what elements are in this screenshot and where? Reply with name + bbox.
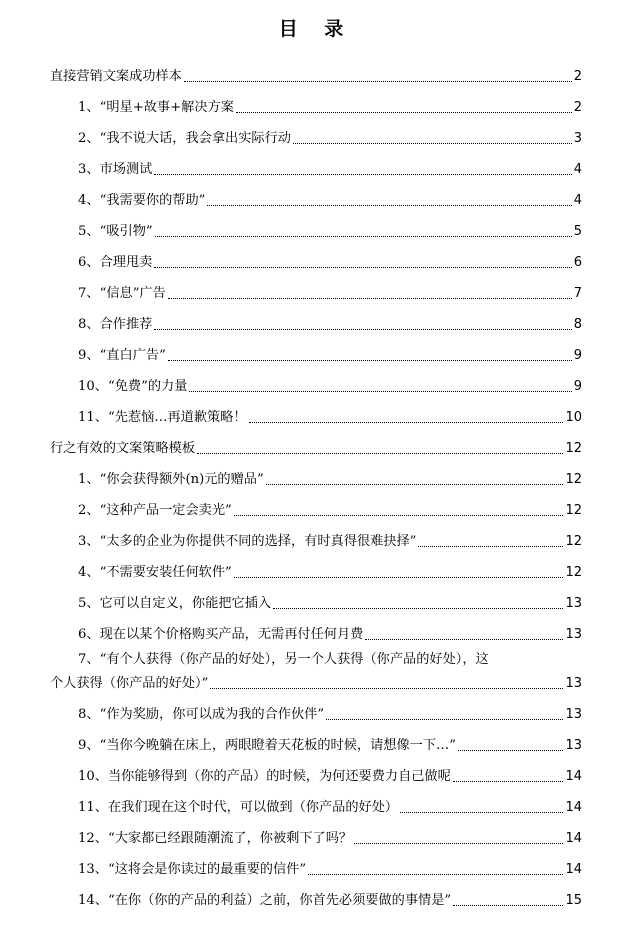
- toc-entry-title: 5、“吸引物”: [78, 224, 153, 239]
- toc-entry-title: 8、合作推荐: [78, 317, 153, 332]
- toc-entry[interactable]: [50, 521, 582, 552]
- toc-entry[interactable]: [50, 725, 582, 756]
- toc-section-heading[interactable]: [50, 56, 582, 87]
- dot-leader: [273, 608, 563, 609]
- toc-entry-title: 12、“大家都已经跟随潮流了，你被剩下了吗？: [78, 831, 353, 846]
- toc-page-number: 5: [573, 224, 582, 239]
- toc-entry-title: 14、“在你（你的产品的利益）之前，你首先必须要做的事情是”: [78, 893, 452, 908]
- toc-entry-title: 5、它可以自定义，你能把它插入: [78, 596, 272, 611]
- toc-page-number: 14: [565, 769, 582, 784]
- dot-leader: [236, 112, 572, 113]
- dot-leader: [266, 484, 564, 485]
- toc-entry-title: 直接营销文案成功样本: [50, 69, 182, 84]
- toc-entry-title: 9、“直白广告”: [78, 348, 166, 363]
- toc-page-number: 2: [573, 69, 582, 84]
- toc-page-number: 3: [573, 131, 582, 146]
- toc-page-number: 8: [573, 317, 582, 332]
- toc-entry-title: 10、“免费”的力量: [78, 379, 188, 394]
- toc-entry-title: 11、在我们现在这个时代，可以做到（你产品的好处）: [78, 800, 399, 815]
- toc-page-number: 15: [565, 893, 582, 908]
- toc-entry-title: 8、“作为奖励，你可以成为我的合作伙伴”: [78, 707, 325, 722]
- dot-leader: [365, 639, 563, 640]
- toc-entry[interactable]: [50, 304, 582, 335]
- toc-entry[interactable]: [50, 818, 582, 849]
- toc-entry-title: 11、“先惹恼…再道歉策略！: [78, 410, 247, 425]
- toc-page-number: 12: [565, 472, 582, 487]
- toc-page-number: 4: [573, 193, 582, 208]
- toc-entry[interactable]: [50, 335, 582, 366]
- dot-leader: [400, 812, 563, 813]
- dot-leader: [207, 205, 571, 206]
- toc-page-number: 13: [565, 738, 582, 753]
- toc-entry[interactable]: [50, 490, 582, 521]
- toc-entry-title: 个人获得（你产品的好处）”: [50, 676, 209, 691]
- toc-entry-title: 4、“我需要你的帮助”: [78, 193, 206, 208]
- toc-page-number: 9: [573, 379, 582, 394]
- toc-page-number: 9: [573, 348, 582, 363]
- toc-page-number: 13: [565, 707, 582, 722]
- toc-entry-title: 7、“信息”广告: [78, 286, 166, 301]
- toc-page-number: 13: [565, 676, 582, 691]
- toc-entry[interactable]: [50, 459, 582, 490]
- dot-leader: [189, 391, 571, 392]
- page-title: 目 录: [278, 18, 354, 40]
- dot-leader: [458, 750, 564, 751]
- toc-entry[interactable]: [50, 87, 582, 118]
- toc-page-number: 14: [565, 831, 582, 846]
- dot-leader: [308, 874, 563, 875]
- dot-leader: [184, 81, 572, 82]
- dot-leader: [354, 843, 563, 844]
- toc-entry[interactable]: [50, 787, 582, 818]
- toc-entry[interactable]: [50, 366, 582, 397]
- toc-page-number: 13: [565, 627, 582, 642]
- dot-leader: [453, 781, 564, 782]
- table-of-contents: [50, 56, 582, 911]
- dot-leader: [293, 143, 572, 144]
- toc-page-number: 6: [573, 255, 582, 270]
- toc-entry[interactable]: [50, 694, 582, 725]
- toc-entry-title: 2、“这种产品一定会卖光”: [78, 503, 232, 518]
- toc-entry[interactable]: [50, 180, 582, 211]
- toc-entry-title: 4、“不需要安装任何软件”: [78, 565, 232, 580]
- dot-leader: [210, 688, 563, 689]
- toc-page-number: 2: [573, 100, 582, 115]
- toc-entry-title: 3、“太多的企业为你提供不同的选择，有时真得很难抉择”: [78, 534, 417, 549]
- dot-leader: [234, 577, 564, 578]
- toc-page-number: 12: [565, 534, 582, 549]
- dot-leader: [154, 329, 571, 330]
- toc-page-number: 14: [565, 800, 582, 815]
- toc-entry-title: 6、现在以某个价格购买产品，无需再付任何月费: [78, 627, 364, 642]
- dot-leader: [418, 546, 563, 547]
- dot-leader: [249, 422, 564, 423]
- toc-page-number: 12: [565, 503, 582, 518]
- toc-entry[interactable]: [50, 552, 582, 583]
- toc-entry[interactable]: [50, 118, 582, 149]
- toc-entry[interactable]: [50, 849, 582, 880]
- toc-section-heading[interactable]: [50, 428, 582, 459]
- dot-leader: [168, 360, 572, 361]
- dot-leader: [154, 267, 571, 268]
- dot-leader: [155, 236, 572, 237]
- toc-entry-title: 1、“明星+故事+解决方案: [78, 100, 234, 115]
- dot-leader: [168, 298, 572, 299]
- toc-entry[interactable]: [50, 242, 582, 273]
- toc-entry[interactable]: [50, 614, 582, 645]
- toc-entry-continuation[interactable]: [50, 670, 582, 694]
- toc-entry-title: 2、“我不说大话，我会拿出实际行动: [78, 131, 291, 146]
- toc-entry-title: 10、当你能够得到（你的产品）的时候，为何还要费力自己做呢: [78, 769, 451, 784]
- toc-entry[interactable]: [50, 756, 582, 787]
- toc-entry[interactable]: [50, 273, 582, 304]
- dot-leader: [197, 453, 563, 454]
- toc-entry-title: 1、“你会获得额外(n)元的赠品”: [78, 472, 264, 487]
- toc-entry[interactable]: [50, 880, 582, 911]
- toc-page-number: 10: [565, 410, 582, 425]
- toc-page-number: 12: [565, 565, 582, 580]
- toc-page-number: 14: [565, 862, 582, 877]
- toc-entry-title: 行之有效的文案策略模板: [50, 441, 196, 456]
- toc-entry-title: 6、合理甩卖: [78, 255, 153, 270]
- toc-entry-title: 9、“当你今晚躺在床上，两眼瞪着天花板的时候，请想像一下…”: [78, 738, 456, 753]
- toc-page-number: 12: [565, 441, 582, 456]
- toc-page-number: 4: [573, 162, 582, 177]
- toc-entry[interactable]: [50, 211, 582, 242]
- toc-entry[interactable]: [50, 397, 582, 428]
- toc-entry-title: 3、市场测试: [78, 162, 153, 177]
- toc-entry-title: 13、“这将会是你读过的最重要的信件”: [78, 862, 307, 877]
- dot-leader: [154, 174, 571, 175]
- toc-page-number: 13: [565, 596, 582, 611]
- dot-leader: [234, 515, 564, 516]
- toc-entry[interactable]: [50, 583, 582, 614]
- dot-leader: [326, 719, 563, 720]
- toc-page-number: 7: [573, 286, 582, 301]
- dot-leader: [453, 905, 563, 906]
- toc-entry-wrapped-line[interactable]: 7、“有个人获得（你产品的好处），另一个人获得（你产品的好处），这: [78, 652, 489, 667]
- toc-entry[interactable]: [50, 149, 582, 180]
